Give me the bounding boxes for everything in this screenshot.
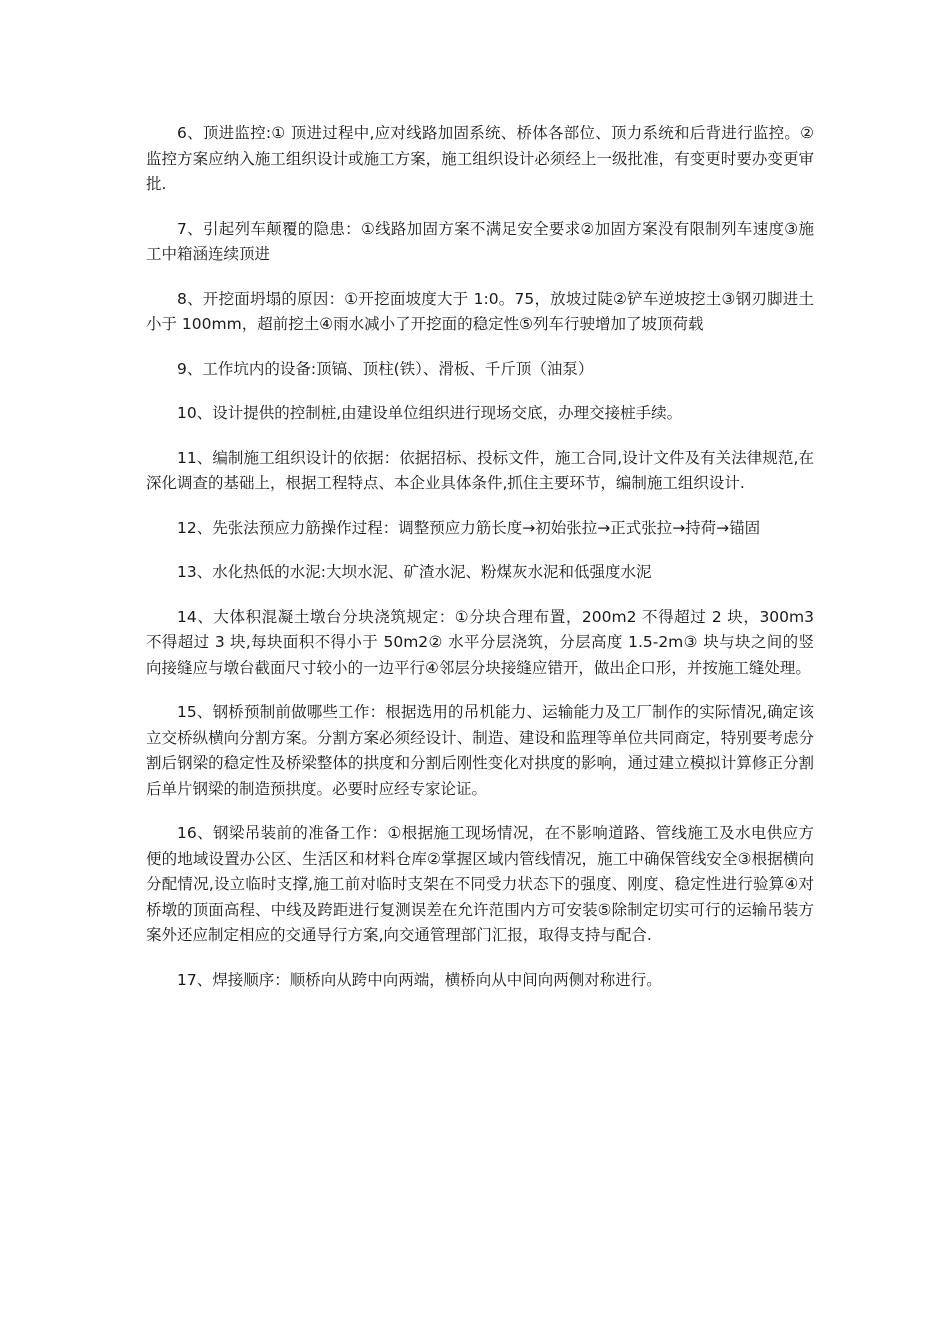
paragraph-item-9: 9、工作坑内的设备:顶镐、顶柱(铁）、滑板、千斤顶（油泵）	[177, 359, 594, 378]
paragraph-item-15: 15、钢桥预制前做哪些工作：根据选用的吊机能力、运输能力及工厂制作的实际情况,确定该立交桥纵横向分割方案。分割方案必须经设计、制造、建设和监理等单位共同商定，特别要考虑分割后钢梁的稳定性及桥梁整体的拱度和分割后刚性变化对拱度的影响，通过建立模拟计算修正分割后单片钢梁的制造预拱度。必要时应经专家论证。	[146, 703, 814, 798]
paragraph-item-14: 14、大体积混凝土墩台分块浇筑规定：①分块合理布置，200m2 不得超过 2 块，300m3 不得超过 3 块,每块面积不得小于 50m2② 水平分层浇筑，分层高度 1.5-2m③ 块与块之间的竖向接缝应与墩台截面尺寸较小的一边平行④邻层分块接缝应错开，做出企口形，并按施工缝处理。	[146, 607, 814, 677]
paragraph-item-10: 10、设计提供的控制桩,由建设单位组织进行现场交底，办理交接桩手续。	[177, 404, 683, 422]
paragraph-item-12: 12、先张法预应力筋操作过程：调整预应力筋长度→初始张拉→正式张拉→持荷→锚固	[177, 518, 761, 537]
paragraph-item-17: 17、焊接顺序：顺桥向从跨中向两端，横桥向从中间向两侧对称进行。	[177, 970, 662, 989]
paragraph-item-7: 7、引起列车颠覆的隐患：①线路加固方案不满足安全要求②加固方案没有限制列车速度③施工中箱涵连续顶进	[146, 219, 814, 263]
paragraph-item-16: 16、钢梁吊装前的准备工作：①根据施工现场情况，在不影响道路、管线施工及水电供应方便的地域设置办公区、生活区和材料仓库②掌握区域内管线情况，施工中确保管线安全③根据横向分配情况,设立临时支撑,施工前对临时支架在不同受力状态下的强度、刚度、稳定性进行验算④对桥墩的顶面高程、中线及跨距进行复测误差在允许范围内方可安装⑤除制定切实可行的运输吊装方案外还应制定相应的交通导行方案,向交通管理部门汇报，取得支持与配合.	[146, 824, 814, 944]
paragraph-item-13: 13、水化热低的水泥:大坝水泥、矿渣水泥、粉煤灰水泥和低强度水泥	[177, 563, 652, 581]
paragraph-item-8: 8、开挖面坍塌的原因：①开挖面坡度大于 1:0。75，放坡过陡②铲车逆坡挖土③钢刃脚进土小于 100mm，超前挖土④雨水减小了开挖面的稳定性⑤列车行驶增加了坡顶荷载	[146, 289, 814, 333]
paragraph-item-11: 11、编制施工组织设计的依据：依据招标、投标文件，施工合同,设计文件及有关法律规范,在深化调查的基础上，根据工程特点、本企业具体条件,抓住主要环节，编制施工组织设计.	[146, 448, 814, 492]
paragraph-item-6: 6、顶进监控:① 顶进过程中,应对线路加固系统、桥体各部位、顶力系统和后背进行监控。②监控方案应纳入施工组织设计或施工方案，施工组织设计必须经上一级批准，有变更时要办变更审批.	[146, 124, 814, 193]
document-body	[146, 121, 814, 1012]
